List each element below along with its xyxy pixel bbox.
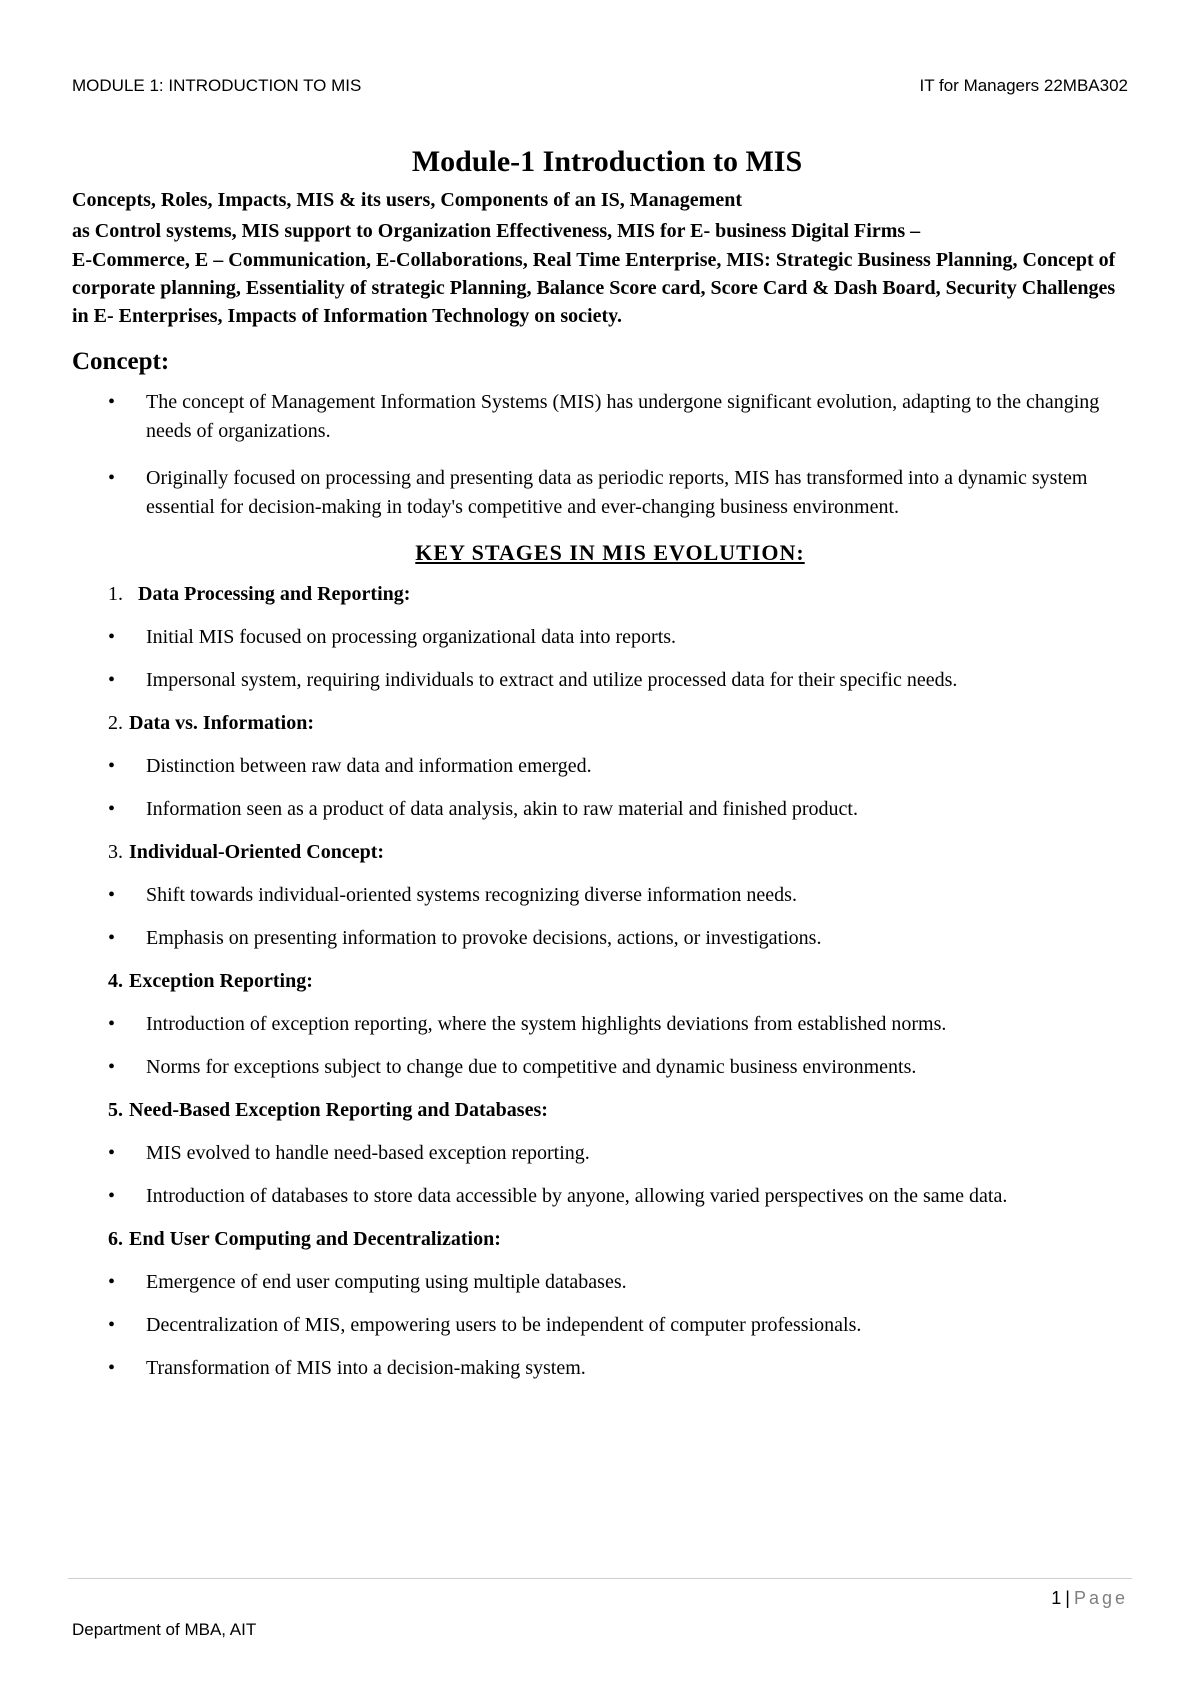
page-number (1051, 1588, 1128, 1609)
concept-heading: Concept: (72, 348, 170, 375)
stage-6 (72, 1225, 1132, 1383)
stage-5 (72, 1096, 1132, 1211)
stage-title: Data vs. Information: (129, 712, 314, 734)
list-item: • Emergence of end user computing using multiple databases. (72, 1268, 1132, 1297)
list-item: • Norms for exceptions subject to change due to competitive and dynamic business environments. (72, 1053, 1132, 1082)
running-header-left: MODULE 1: INTRODUCTION TO MIS (72, 76, 362, 95)
page-number-separator: | (1065, 1588, 1070, 1608)
stage-title: Individual-Oriented Concept: (129, 841, 385, 863)
stage-3 (72, 838, 1132, 953)
stage-1 (72, 580, 1132, 695)
list-item: • Transformation of MIS into a decision-making system. (72, 1354, 1132, 1383)
list-item: • Impersonal system, requiring individuals to extract and utilize processed data for their specific needs. (72, 666, 1132, 695)
page-label: Page (1073, 1588, 1128, 1608)
list-item: • Decentralization of MIS, empowering users to be independent of computer professionals. (72, 1311, 1132, 1340)
stage-number: 3. (108, 841, 123, 863)
stage-number: 1. (108, 583, 123, 605)
stage-title: Need-Based Exception Reporting and Databases: (129, 1099, 548, 1121)
stages-heading: KEY STAGES IN MIS EVOLUTION: (415, 540, 805, 565)
stage-number: 2. (108, 712, 123, 734)
page-content (72, 145, 1132, 1397)
footer-department: Department of MBA, AIT (72, 1620, 257, 1639)
list-item: • Information seen as a product of data analysis, akin to raw material and finished product. (72, 795, 1132, 824)
list-item: • Initial MIS focused on processing organizational data into reports. (72, 623, 1132, 652)
stage-2 (72, 709, 1132, 824)
list-item: • Originally focused on processing and presenting data as periodic reports, MIS has transformed into a dynamic system essential for decision-making in today's competitive and ever-changing business environment. (72, 464, 1132, 522)
stage-title: End User Computing and Decentralization: (129, 1228, 501, 1250)
list-item: • Distinction between raw data and information emerged. (72, 752, 1132, 781)
running-header-right: IT for Managers 22MBA302 (919, 76, 1128, 95)
topics-line-3: E-Commerce, E – Communication, E-Collaborations, Real Time Enterprise, MIS: Strategic Business Planning, Concept of corporate planning, Essentiality of strategic Planning, Balance Score card, Score Card & Dash Board, Security Challenges in E- Enterprises, Impacts of Information Technology on society. (72, 249, 1116, 327)
stage-title: Data Processing and Reporting: (138, 583, 411, 605)
list-item: • Shift towards individual-oriented systems recognizing diverse information needs. (72, 881, 1132, 910)
page-title: Module-1 Introduction to MIS (411, 145, 803, 178)
topics-line-1: Concepts, Roles, Impacts, MIS & its users, Components of an IS, Management (72, 189, 742, 211)
stage-title: Exception Reporting: (129, 970, 313, 992)
stage-number: 4. (108, 970, 123, 992)
page-number-value: 1 (1051, 1588, 1062, 1608)
concept-list (72, 388, 1132, 522)
stage-number: 6. (108, 1228, 123, 1250)
stage-4 (72, 967, 1132, 1082)
list-item: • Introduction of databases to store data accessible by anyone, allowing varied perspectives on the same data. (72, 1182, 1132, 1211)
footer-divider (68, 1578, 1132, 1579)
list-item: • MIS evolved to handle need-based exception reporting. (72, 1139, 1132, 1168)
list-item: • The concept of Management Information Systems (MIS) has undergone significant evolution, adapting to the changing needs of organizations. (72, 388, 1132, 446)
topics-line-2: as Control systems, MIS support to Organization Effectiveness, MIS for E- business Digital Firms – (72, 220, 921, 242)
list-item: • Introduction of exception reporting, where the system highlights deviations from established norms. (72, 1010, 1132, 1039)
list-item: • Emphasis on presenting information to provoke decisions, actions, or investigations. (72, 924, 1132, 953)
stage-number: 5. (108, 1099, 123, 1121)
